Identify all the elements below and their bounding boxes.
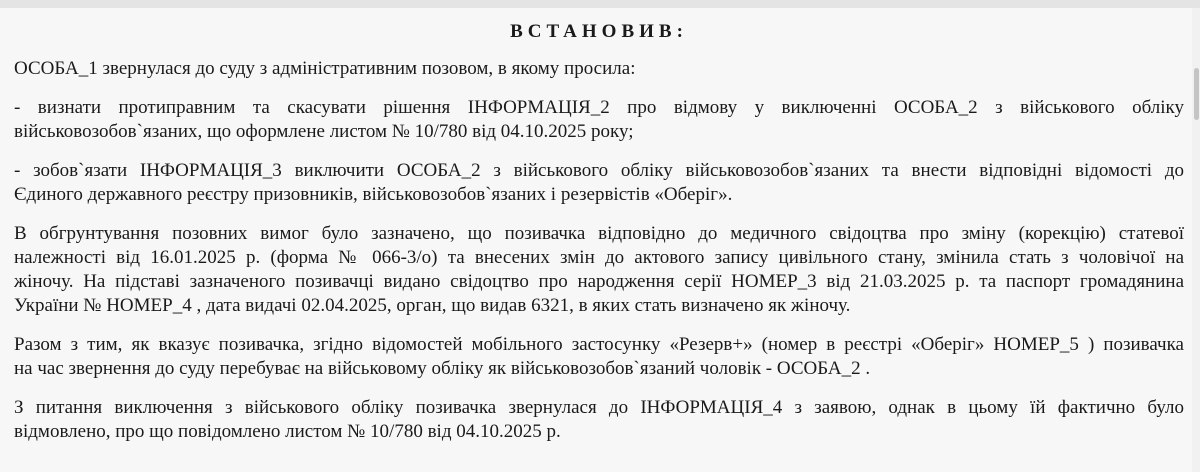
paragraph-line: Єдиного державного реєстру призовників, військовозобов`язаних і резервістів «Оберіг». xyxy=(14,184,733,205)
paragraph-line: Разом з тим, як вказує позивачка, згідно відомостей мобільного застосунку «Резерв+» (номер в реєстрі «Оберіг» НОМЕР_5 ) позивачка xyxy=(14,334,1184,355)
paragraph-line: належності від 16.01.2025 р. (форма № 066-3/о) та внесених змін до актового запису цивільного стану, змінила стать з чоловічої на xyxy=(14,247,1184,268)
paragraph xyxy=(14,57,1184,81)
paragraph-line: - визнати протиправним та скасувати рішення ІНФОРМАЦІЯ_2 про відмову у виключенні ОСОБА_2 з військового обліку xyxy=(14,97,1184,118)
paragraph-line: відмовлено, про що повідомлено листом № 10/780 від 04.10.2025 р. xyxy=(14,421,561,442)
paragraph-line: жіночу. На підставі зазначеного позивачці видано свідоцтво про народження серії НОМЕР_3 від 21.03.2025 р. та паспорт громадянина xyxy=(14,271,1184,292)
paragraph xyxy=(14,396,1184,444)
paragraph xyxy=(14,333,1184,381)
paragraph-line: З питання виключення з військового обліку позивачка звернулася до ІНФОРМАЦІЯ_4 з заявою, однак в цьому їй фактично було xyxy=(14,397,1184,418)
paragraph-line: В обгрунтування позовних вимог було зазначено, що позивачка відповідно до медичного свідоцтва про зміну (корекцію) статевої xyxy=(14,223,1184,244)
paragraph-line: України № НОМЕР_4 , дата видачі 02.04.2025, орган, що видав 6321, в яких стать визначено як жіночу. xyxy=(14,295,851,316)
scrollbar[interactable] xyxy=(1192,8,1200,472)
top-bar xyxy=(0,0,1200,8)
paragraph-line: військовозобов`язаних, що оформлене листом № 10/780 від 04.10.2025 року; xyxy=(14,121,634,142)
paragraph xyxy=(14,159,1184,207)
paragraph-line: - зобов`язати ІНФОРМАЦІЯ_3 виключити ОСОБА_2 з військового обліку військовозобов`язаних та внести відповідні відомості до xyxy=(14,160,1184,181)
paragraph xyxy=(14,222,1184,318)
paragraph-line: на час звернення до суду перебуває на військовому обліку як військовозобов`язаний чоловік - ОСОБА_2 . xyxy=(14,358,871,379)
section-heading: ВСТАНОВИВ: xyxy=(510,21,688,42)
paragraph-line: ОСОБА_1 звернулася до суду з адміністративним позовом, в якому просила: xyxy=(14,58,636,79)
document-body xyxy=(14,20,1184,459)
scrollbar-thumb[interactable] xyxy=(1194,68,1199,120)
paragraph xyxy=(14,96,1184,144)
